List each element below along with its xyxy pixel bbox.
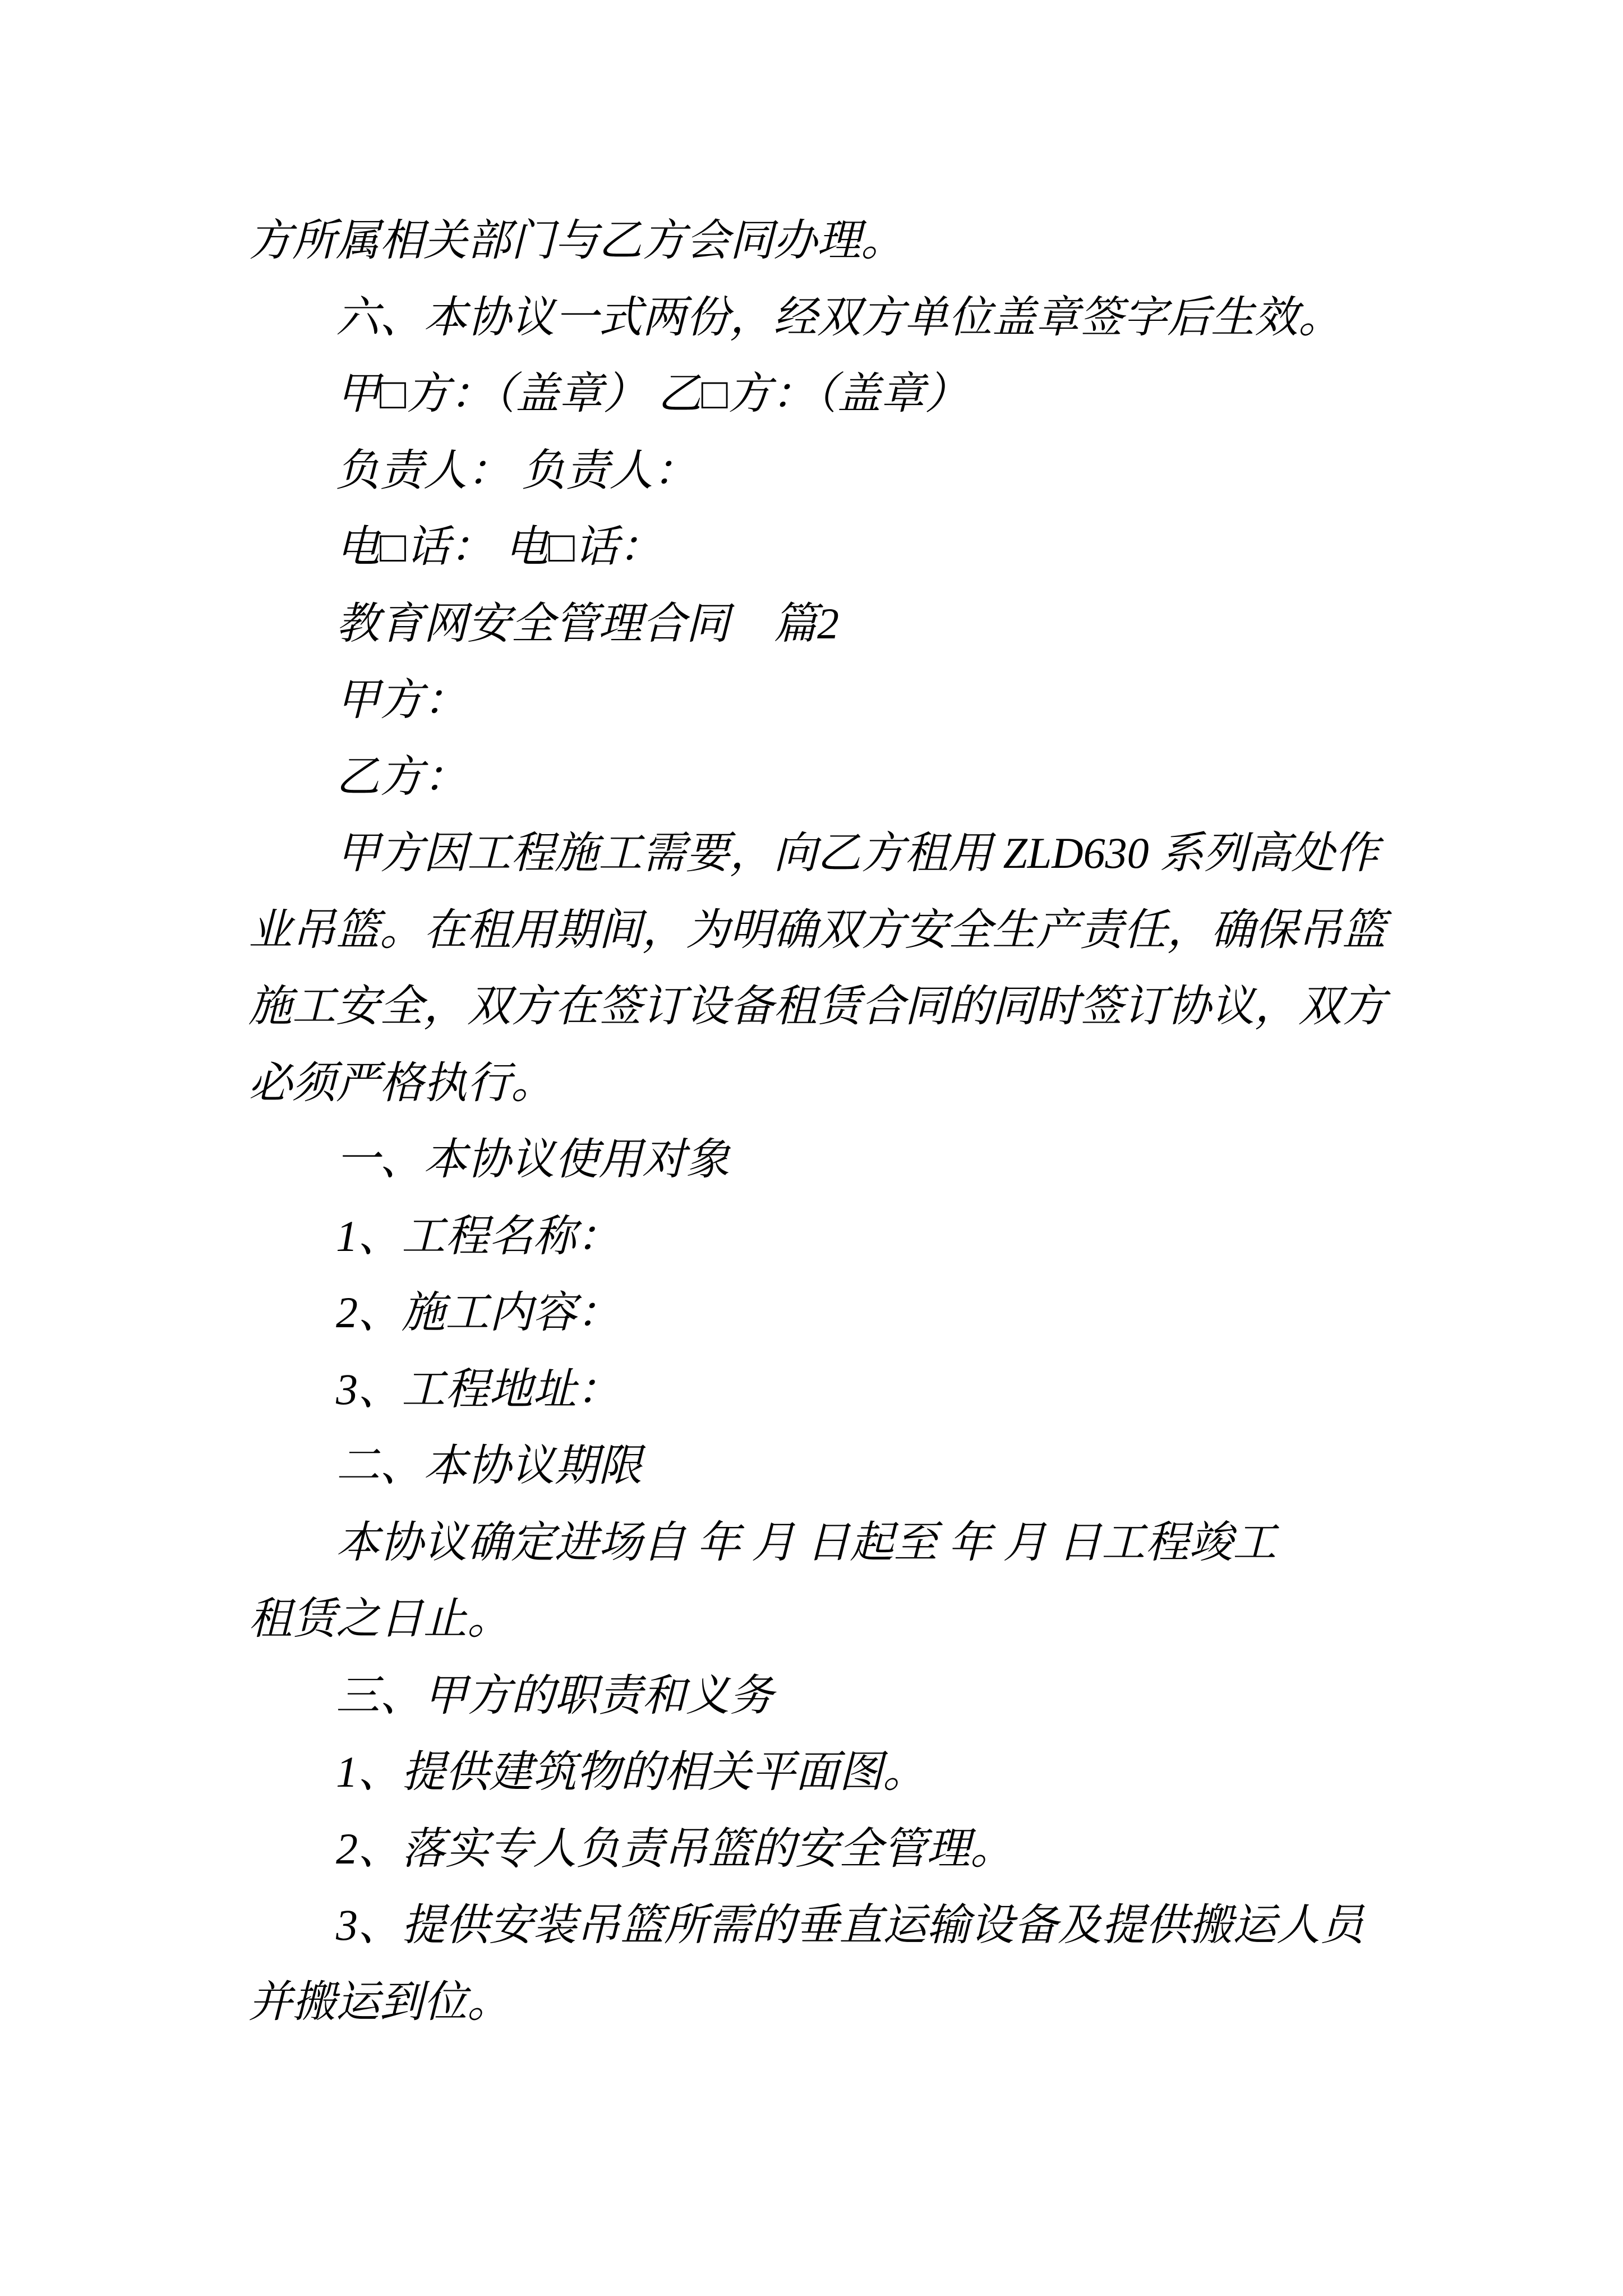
document-line: 乙方： xyxy=(336,752,468,801)
document-line: 1、工程名称： xyxy=(336,1211,621,1260)
document-line: 并搬运到位。 xyxy=(248,1977,511,2026)
document-line: 本协议确定进场自 年 月 日起至 年 月 日工程竣工 xyxy=(336,1517,1277,1567)
document-line: 租赁之日止。 xyxy=(248,1594,511,1643)
document-line: 业吊篮。在租用期间，为明确双方安全生产责任，确保吊篮 xyxy=(248,905,1386,954)
document-text-block xyxy=(248,203,1388,2040)
document-line: 三、甲方的职责和义务 xyxy=(336,1671,774,1720)
document-line: 甲方： xyxy=(336,675,468,724)
document-line: 一、本协议使用对象 xyxy=(336,1135,730,1184)
document-line: 2、落实专人负责吊篮的安全管理。 xyxy=(336,1824,1015,1873)
document-line: 2、施工内容： xyxy=(336,1288,621,1337)
document-line: 二、本协议期限 xyxy=(336,1441,643,1490)
document-line: 3、提供安装吊篮所需的垂直运输设备及提供搬运人员 xyxy=(336,1901,1364,1949)
document-line: 甲方因工程施工需要，向乙方租用 ZLD630 系列高处作 xyxy=(336,829,1379,877)
document-line: 必须严格执行。 xyxy=(248,1058,555,1107)
document-line: 电□话： 电□话： xyxy=(336,522,662,571)
document-line: 甲□方：（盖章） 乙□方：（盖章） xyxy=(336,369,969,418)
document-line: 方所属相关部门与乙方会同办理。 xyxy=(248,216,905,265)
document-line: 1、提供建筑物的相关平面图。 xyxy=(336,1747,927,1796)
document-line: 六、本协议一式两份，经双方单位盖章签字后生效。 xyxy=(336,292,1343,342)
document-section-title: 教育网安全管理合同 篇2 xyxy=(336,599,840,648)
document-line: 3、工程地址： xyxy=(336,1364,621,1414)
document-line: 施工安全，双方在签订设备租赁合同的同时签订协议，双方 xyxy=(248,982,1386,1030)
document-line: 负责人： 负责人： xyxy=(336,445,697,495)
